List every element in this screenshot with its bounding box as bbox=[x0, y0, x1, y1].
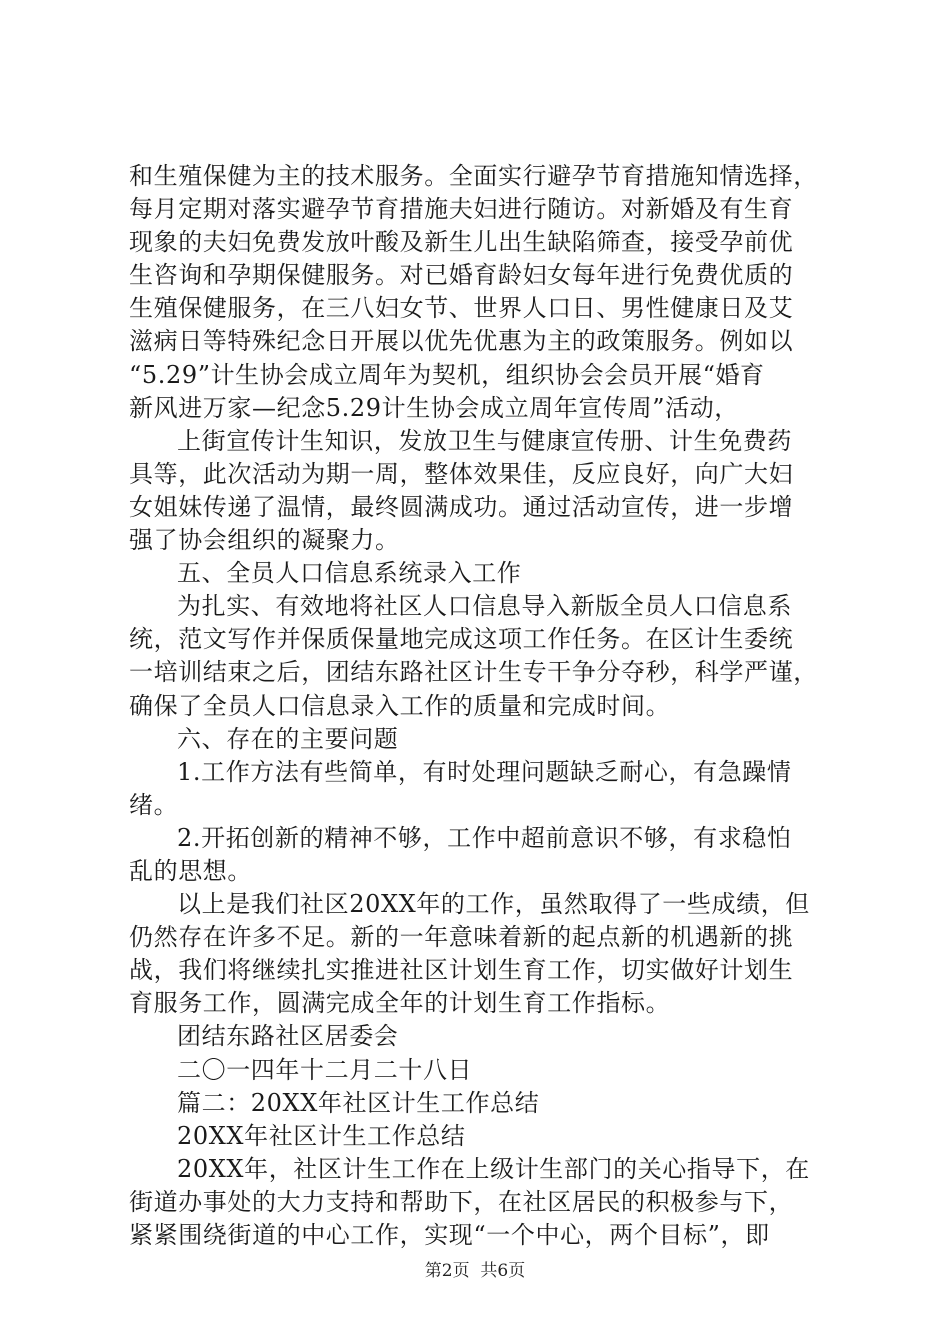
text-line: 每月定期对落实避孕节育措施夫妇进行随访。对新婚及有生育 bbox=[129, 195, 794, 224]
text-line: 和生殖保健为主的技术服务。全面实行避孕节育措施知情选择， bbox=[129, 162, 818, 190]
text-line: 统，范文写作并保质保量地完成这项工作任务。在区计生委统 bbox=[129, 625, 794, 654]
text-line: 上街宣传计生知识，发放卫生与健康宣传册、计生免费药 bbox=[177, 426, 792, 455]
text-line: 二〇一四年十二月二十八日 bbox=[177, 1055, 473, 1084]
text-line: 乱的思想。 bbox=[129, 856, 252, 885]
text-line: 生咨询和孕期保健服务。对已婚育龄妇女每年进行免费优质的 bbox=[129, 261, 794, 290]
text-line: 仍然存在许多不足。新的一年意味着新的起点新的机遇新的挑 bbox=[129, 923, 794, 952]
text-line: 20XX年，社区计生工作在上级计生部门的关心指导下，在 bbox=[177, 1154, 810, 1183]
text-line: 以上是我们社区20XX年的工作，虽然取得了一些成绩，但 bbox=[177, 890, 810, 919]
text-line: 街道办事处的大力支持和帮助下，在社区居民的积极参与下， bbox=[129, 1187, 794, 1216]
text-line: 2.开拓创新的精神不够，工作中超前意识不够，有求稳怕 bbox=[177, 823, 792, 852]
text-line: 育服务工作，圆满完成全年的计划生育工作指标。 bbox=[129, 989, 671, 1018]
text-line: 五、全员人口信息系统录入工作 bbox=[177, 559, 522, 588]
page-footer: 第2页 共6页 bbox=[424, 1261, 526, 1281]
text-line: 一培训结束之后，团结东路社区计生专干争分夺秒，科学严谨， bbox=[129, 658, 818, 687]
text-line: 现象的夫妇免费发放叶酸及新生儿出生缺陷筛查，接受孕前优 bbox=[129, 228, 794, 257]
text-line: “5.29”计生协会成立周年为契机，组织协会会员开展“婚育 bbox=[129, 360, 765, 389]
text-line: 生殖保健服务，在三八妇女节、世界人口日、男性健康日及艾 bbox=[129, 294, 794, 323]
text-line: 六、存在的主要问题 bbox=[177, 724, 399, 753]
text-line: 战，我们将继续扎实推进社区计划生育工作，切实做好计划生 bbox=[129, 956, 794, 985]
text-line: 1.工作方法有些简单，有时处理问题缺乏耐心，有急躁情 bbox=[177, 757, 792, 786]
text-line: 新风进万家—纪念5.29计生协会成立周年宣传周”活动， bbox=[129, 393, 739, 422]
text-line: 滋病日等特殊纪念日开展以优先优惠为主的政策服务。例如以 bbox=[129, 327, 794, 356]
text-line: 绪。 bbox=[129, 790, 179, 819]
text-line: 确保了全员人口信息录入工作的质量和完成时间。 bbox=[129, 691, 671, 720]
text-line: 20XX年社区计生工作总结 bbox=[177, 1121, 466, 1150]
text-line: 紧紧围绕街道的中心工作，实现“一个中心，两个目标”，即 bbox=[129, 1221, 770, 1249]
document-body bbox=[129, 160, 829, 1252]
text-line: 强了协会组织的凝聚力。 bbox=[129, 526, 400, 555]
text-line: 团结东路社区居委会 bbox=[177, 1022, 399, 1051]
text-line: 女姐妹传递了温情，最终圆满成功。通过活动宣传，进一步增 bbox=[129, 492, 794, 521]
text-line: 为扎实、有效地将社区人口信息导入新版全员人口信息系 bbox=[177, 592, 792, 621]
text-line: 具等，此次活动为期一周，整体效果佳，反应良好，向广大妇 bbox=[129, 459, 794, 488]
text-line: 篇二：20XX年社区计生工作总结 bbox=[177, 1088, 540, 1117]
